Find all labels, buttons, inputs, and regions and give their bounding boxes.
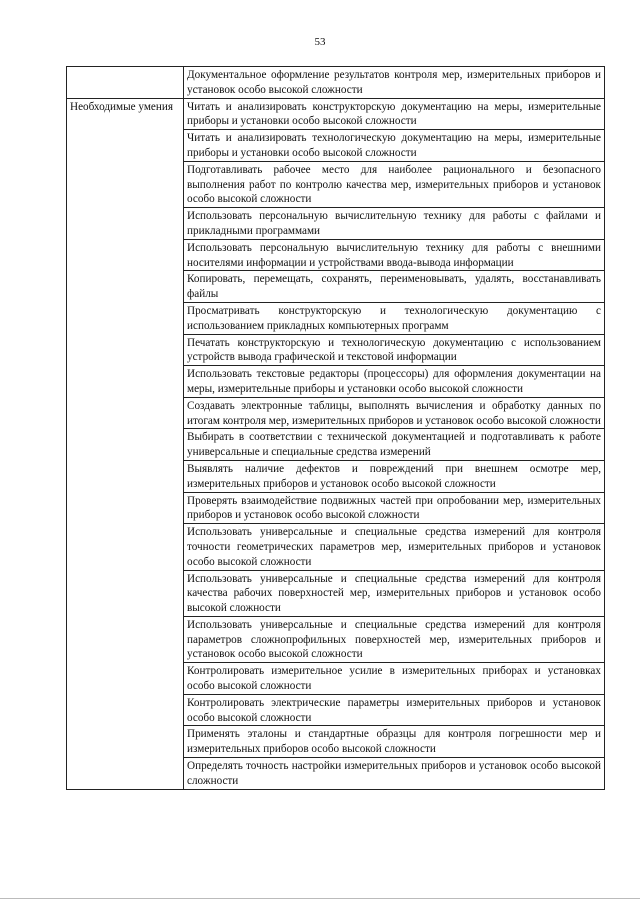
page-number: 53 bbox=[314, 36, 326, 48]
skill-cell: Читать и анализировать конструкторскую документацию на меры, измерительные приборы и установки особо высокой сложности bbox=[184, 98, 605, 130]
table-cell: Документальное оформление результатов контроля мер, измерительных приборов и установок особо высокой сложности bbox=[184, 67, 605, 99]
table-row bbox=[67, 67, 605, 99]
skill-cell: Копировать, перемещать, сохранять, переименовывать, удалять, восстанавливать файлы bbox=[184, 271, 605, 303]
table-row bbox=[67, 98, 605, 130]
skill-cell: Использовать персональную вычислительную технику для работы с файлами и прикладными программами bbox=[184, 208, 605, 240]
skill-cell: Печатать конструкторскую и технологическую документацию с использованием устройств вывода графической и текстовой информации bbox=[184, 334, 605, 366]
scan-edge-line bbox=[0, 898, 640, 899]
skill-cell: Проверять взаимодействие подвижных частей при опробовании мер, измерительных приборов и установок особо высокой сложности bbox=[184, 492, 605, 524]
skill-cell: Использовать текстовые редакторы (процессоры) для оформления документации на меры, измерительные приборы и установки особо высокой сложности bbox=[184, 366, 605, 398]
skill-cell: Читать и анализировать технологическую документацию на меры, измерительные приборы и установки особо высокой сложности bbox=[184, 130, 605, 162]
skill-cell: Выбирать в соответствии с технической документацией и подготавливать к работе универсальные и специальные средства измерений bbox=[184, 429, 605, 461]
skill-cell: Выявлять наличие дефектов и повреждений при внешнем осмотре мер, измерительных приборов и установок особо высокой сложности bbox=[184, 460, 605, 492]
skill-cell: Создавать электронные таблицы, выполнять вычисления и обработку данных по итогам контроля мер, измерительных приборов и установок особо высокой сложности bbox=[184, 397, 605, 429]
section-label: Необходимые умения bbox=[67, 98, 184, 789]
skill-cell: Использовать универсальные и специальные средства измерений для контроля параметров сложнопрофильных поверхностей мер, измерительных приборов и установок особо высокой сложности bbox=[184, 616, 605, 662]
empty-label-cell bbox=[67, 67, 184, 99]
skills-table bbox=[66, 66, 605, 790]
skill-cell: Просматривать конструкторскую и технологическую документацию с использованием прикладных компьютерных программ bbox=[184, 302, 605, 334]
skills-table-body bbox=[67, 67, 605, 790]
skill-cell: Контролировать электрические параметры измерительных приборов и установок особо высокой сложности bbox=[184, 694, 605, 726]
skill-cell: Применять эталоны и стандартные образцы для контроля погрешности мер и измерительных приборов особо высокой сложности bbox=[184, 726, 605, 758]
skill-cell: Подготавливать рабочее место для наиболее рационального и безопасного выполнения работ по контролю качества мер, измерительных приборов и установок особо высокой сложности bbox=[184, 161, 605, 207]
skill-cell: Использовать универсальные и специальные средства измерений для контроля точности геометрических параметров мер, измерительных приборов и установок особо высокой сложности bbox=[184, 524, 605, 570]
skill-cell: Использовать универсальные и специальные средства измерений для контроля качества рабочих поверхностей мер, измерительных приборов и установок особо высокой сложности bbox=[184, 570, 605, 616]
skill-cell: Контролировать измерительное усилие в измерительных приборах и установках особо высокой сложности bbox=[184, 663, 605, 695]
skill-cell: Определять точность настройки измерительных приборов и установок особо высокой сложности bbox=[184, 758, 605, 790]
skill-cell: Использовать персональную вычислительную технику для работы с внешними носителями информации и устройствами ввода-вывода информации bbox=[184, 239, 605, 271]
